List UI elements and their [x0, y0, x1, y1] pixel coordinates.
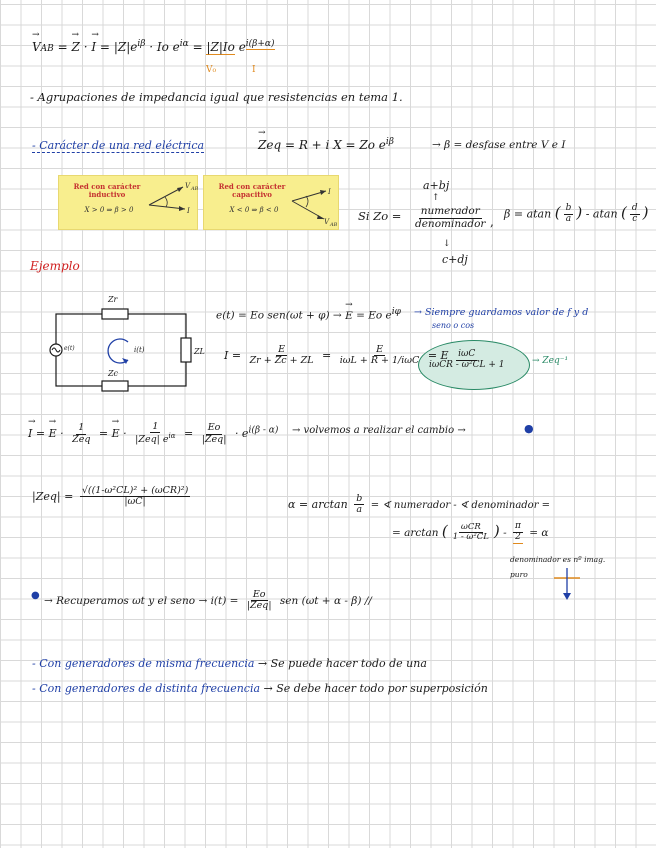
beta-d: d: [631, 203, 638, 213]
recover-rest: sen (ωt + α - β) //: [279, 594, 372, 607]
alpha-two: 2: [515, 531, 521, 542]
zc-label: Zc: [108, 369, 119, 378]
ejemplo-heading: Ejemplo: [30, 259, 80, 273]
dot-sign: ·: [83, 40, 88, 54]
capacitor-zc: [102, 381, 128, 391]
oval-num: iωC: [458, 349, 476, 359]
alpha-wcr: ωCR: [460, 522, 481, 533]
zo-fraction: [410, 206, 490, 230]
zeq-exp: iβ: [385, 137, 394, 147]
zeq-inv-note: → Zeq⁻¹: [532, 356, 569, 366]
resistor-zr: [102, 309, 128, 319]
phasor-dot2: ·: [123, 427, 127, 441]
oval-den: iωCR - ω²CL + 1: [429, 359, 505, 370]
current-eq: [224, 345, 449, 367]
inductive-phasor-diagram: [145, 179, 197, 225]
volvemos-note: → volvemos a realizar el cambio →: [292, 425, 466, 436]
alpha-label: α = arctan: [288, 497, 348, 511]
bullet-2-prefix: - Con generadores de distinta frecuencia: [32, 682, 261, 695]
a-plus-bj: a+bj: [423, 179, 450, 192]
alpha-line2: = arctan ( $\frac{\text{ωCR}}{\text{1 - ω²CL}}$ ) - $\frac{\pi}{2}$ = α: [392, 521, 549, 543]
current-den1: Zr + Zc + ZL: [249, 355, 314, 367]
under-v0: V₀: [206, 65, 217, 75]
capacitive-title: Red con carácter capacitivo: [218, 182, 286, 200]
alpha-eq-alpha: = α: [529, 526, 549, 539]
capacitive-v-label: V: [324, 218, 330, 226]
capacitive-phasor-diagram: [288, 179, 338, 228]
zeq-mod-left: |Zeq| =: [32, 489, 74, 503]
cross-diagram: [552, 566, 582, 602]
bullet-1: [32, 658, 427, 670]
puro-note: puro: [510, 570, 528, 579]
rlc-circuit: [48, 292, 218, 402]
recover-eq: [44, 590, 372, 612]
agrupaciones-text: - Agrupaciones de impedancia igual que resistencias en tema 1.: [30, 90, 403, 104]
recover-eo: Eo: [252, 589, 266, 600]
source-label: e(t): [64, 345, 75, 352]
z-vector: → Z: [72, 41, 80, 54]
phasor-eq: [28, 422, 278, 446]
bullet-2-arrow: → Se debe hacer todo por superposición: [263, 682, 488, 695]
numerador: numerador: [420, 205, 480, 217]
capacitive-box: [203, 175, 339, 230]
phasor-one: 1: [78, 422, 85, 434]
alpha-oneminus: 1 - ω²CL: [452, 532, 489, 543]
zeq-mod-eq: [32, 486, 193, 508]
source-eq: [216, 308, 401, 322]
beta-minus: - atan: [585, 207, 618, 221]
alpha-eq: [288, 494, 550, 516]
zeq-mod-den: |ωC|: [124, 496, 146, 508]
source-e-vec: → E: [345, 311, 353, 323]
zio: |Z|Io: [206, 40, 235, 54]
comma: ,: [490, 215, 494, 229]
current-label: i(t): [134, 346, 145, 354]
current-num2: E: [376, 344, 383, 355]
zr-label: Zr: [108, 295, 118, 304]
current-den2: iωL + R + 1/iωC: [339, 355, 420, 367]
inductive-condition: X > 0 ⇒ β > 0: [84, 206, 134, 214]
phasor-zeqe: |Zeq| e: [135, 434, 169, 446]
current-eq-sign2: =: [427, 348, 438, 362]
beta-c: c: [632, 213, 638, 224]
phasor-eq-sign: =: [35, 427, 46, 441]
phasor-eq-sign3: =: [184, 427, 194, 441]
i-vector: → I: [91, 41, 96, 54]
phasor-eq-sign2: =: [98, 427, 109, 441]
phasor-e: → E: [49, 428, 57, 440]
formula-vab: [32, 40, 275, 55]
zeq-vector: → Zeq: [258, 139, 281, 152]
eq-sign-3: =: [192, 40, 203, 54]
caracter-title: - Carácter de una red eléctrica: [32, 139, 205, 152]
zeq-rhs: = R + i X = Zo e: [284, 138, 386, 152]
exp-sum: i(β+α): [245, 39, 275, 49]
desfase-note: → β = desfase entre V e I: [432, 139, 566, 151]
times-io: · Io e: [149, 40, 180, 54]
vab-subscript: AB: [40, 44, 54, 54]
e-base: e: [238, 40, 246, 54]
capacitive-i-label: I: [328, 188, 331, 196]
inductive-box: [58, 175, 198, 230]
alpha-a: a: [356, 504, 363, 516]
zeq-mod-num: √((1-ω²CL)² + (ωCR)²): [81, 485, 189, 496]
eq-sign-2: =: [99, 40, 110, 54]
alpha-b: b: [356, 493, 363, 504]
capacitive-v-sub: AB: [330, 222, 338, 228]
under-i: I: [252, 65, 256, 75]
si-zo: Si Zo =: [358, 209, 402, 223]
alpha-minus: -: [503, 526, 507, 539]
current-num1: E: [278, 344, 286, 355]
phasor-one2: 1: [152, 421, 159, 432]
siempre-note: → Siempre guardamos valor de f y d: [414, 307, 589, 318]
phasor-dot: ·: [60, 427, 64, 441]
phasor-zeq: Zeq: [72, 433, 91, 445]
current-eq-sign: =: [322, 348, 332, 362]
inductive-title: Red con carácter inductivo: [73, 182, 141, 200]
recover-zeq: |Zeq|: [246, 600, 272, 612]
vab-label: → V: [32, 41, 41, 54]
beta-eq: β = atan: [504, 207, 552, 221]
exp-beta: iβ: [137, 39, 146, 49]
source-exp: iφ: [391, 307, 401, 317]
source-et: e(t) = Eo sen(ωt + φ) →: [216, 309, 342, 322]
seno-cos-note: seno o cos: [432, 321, 475, 330]
bullet-1-prefix: - Con generadores de misma frecuencia: [32, 657, 255, 670]
zeq-formula: [258, 138, 394, 152]
capacitive-condition: X < 0 ⇒ β < 0: [229, 206, 279, 214]
alpha-pi: π: [515, 521, 521, 531]
inductive-v-label: V: [185, 182, 191, 190]
c-plus-dj: c+dj: [442, 253, 468, 266]
arrow-down: ↓: [443, 239, 451, 249]
source-e-val: = Eo e: [356, 309, 392, 322]
phasor-zeq-abs: |Zeq|: [201, 433, 227, 445]
marker-dot-1: ●: [524, 422, 534, 435]
beta-a: a: [565, 213, 572, 224]
phasor-dot3: · e: [234, 427, 249, 441]
inductive-v-sub: AB: [191, 186, 199, 192]
bullet-2: [32, 683, 488, 695]
beta-b: b: [565, 203, 572, 213]
oval-fraction: [424, 350, 509, 371]
bullet-1-arrow: → Se puede hacer todo de una: [257, 657, 427, 670]
zl-label: ZL: [194, 347, 205, 356]
denominador-note: denominador es nº imag.: [510, 555, 606, 564]
alpha-rest: = ∢ numerador - ∢ denominador =: [370, 499, 551, 511]
phasor-e2: → E: [112, 428, 120, 440]
denominador: denominador: [415, 217, 486, 230]
exp-alpha: iα: [179, 39, 189, 49]
inductor-zl: [181, 338, 191, 362]
phasor-exp-a: iα: [168, 432, 176, 441]
current-i: I =: [224, 348, 242, 362]
eq-sign: =: [57, 40, 68, 54]
current-e: E: [440, 348, 449, 362]
recover-text: → Recuperamos ωt y el seno → i(t) =: [44, 594, 239, 607]
arrow-up: ↑: [432, 193, 440, 203]
alpha-arctan2: = arctan: [392, 526, 439, 539]
phasor-eo: Eo: [207, 422, 221, 434]
zmod: |Z|e: [113, 40, 138, 54]
inductive-i-label: I: [187, 207, 190, 215]
beta-formula: β = atan ( $\frac{b}{a}$ ) - atan ( $\frac{d}{c}$ ): [504, 203, 649, 224]
phasor-i: → I: [28, 428, 32, 440]
marker-dot-2: ●: [31, 590, 40, 601]
phasor-exp: i(β - α): [248, 425, 279, 436]
